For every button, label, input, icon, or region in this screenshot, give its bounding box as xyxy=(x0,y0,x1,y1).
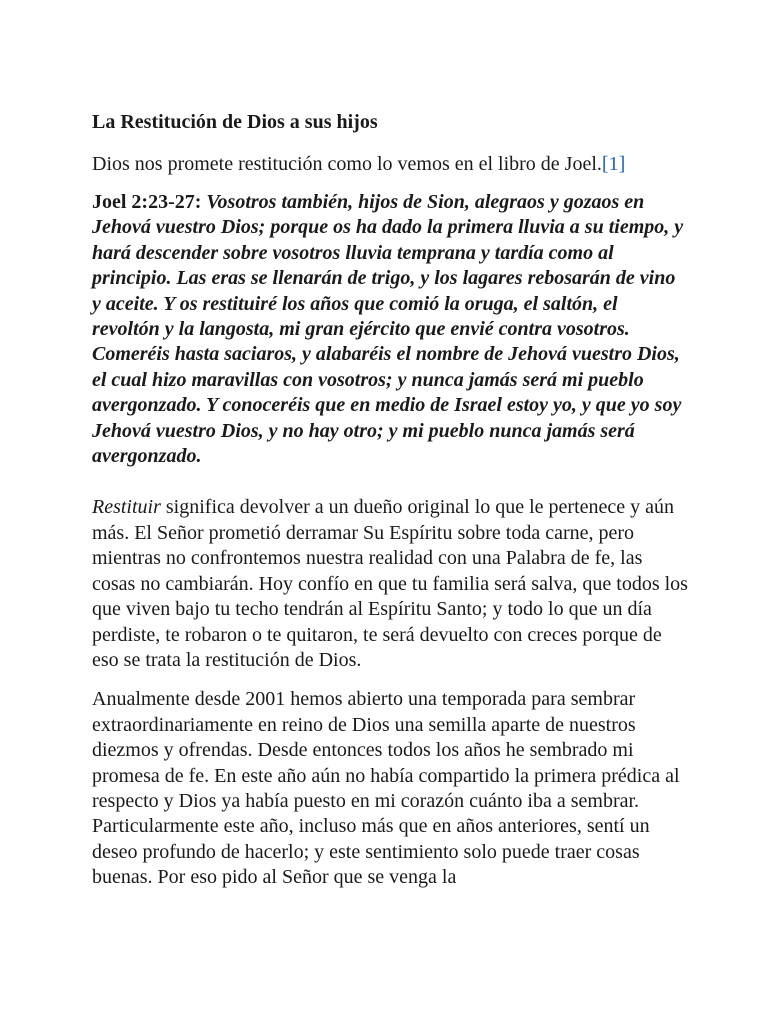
footnote-link[interactable]: [1] xyxy=(601,153,626,175)
document-page xyxy=(92,108,688,905)
body-paragraph-2: Anualmente desde 2001 hemos abierto una temporada para sembrar extraordinariamente en reino de Dios una semilla aparte de nuestros diezmos y ofrendas. Desde entonces todos los años he sembrado mi promesa de fe. En este año aún no había compartido la primera prédica al respecto y Dios ya había puesto en mi corazón cuánto iba a sembrar. Particularmente este año, incluso más que en años anteriores, sentí un deseo profundo de hacerlo; y este sentimiento solo puede traer cosas buenas. Por eso pido al Señor que se venga la xyxy=(92,688,680,889)
intro-paragraph xyxy=(92,150,688,178)
bible-verse xyxy=(92,190,688,469)
intro-text: Dios nos promete restitución como lo vemos en el libro de Joel. xyxy=(92,153,602,175)
verse-text: Vosotros también, hijos de Sion, alegraos y gozaos en Jehová vuestro Dios; porque os ha dado la primera lluvia a su tiempo, y hará descender sobre vosotros lluvia temprana y tardía como al principio. Las eras se llenarán de trigo, y los lagares rebosarán de vino y aceite. Y os restituiré los años que comió la oruga, el saltón, el revoltón y la langosta, mi gran ejército que envié contra vosotros. Comeréis hasta saciaros, y alabaréis el nombre de Jehová vuestro Dios, el cual hizo maravillas con vosotros; y nunca jamás será mi pueblo avergonzado. Y conoceréis que en medio de Israel estoy yo, y que yo soy Jehová vuestro Dios, y no hay otro; y mi pueblo nunca jamás será avergonzado. xyxy=(92,191,684,468)
emphasized-word: Restituir xyxy=(92,496,161,519)
document-title: La Restitución de Dios a sus hijos xyxy=(92,111,378,133)
body-paragraph-1 xyxy=(92,495,688,673)
verse-reference: Joel 2:23-27: xyxy=(92,191,207,213)
paragraph-1-text: significa devolver a un dueño original lo que le pertenece y aún más. El Señor prometió derramar Su Espíritu sobre toda carne, pero mientras no confrontemos nuestra realidad con una Palabra de fe, las cosas no cambiarán. Hoy confío en que tu familia será salva, que todos los que viven bajo tu techo tendrán al Espíritu Santo; y todo lo que un día perdiste, te robaron o te quitaron, te será devuelto con creces porque de eso se trata la restitución de Dios. xyxy=(92,496,688,671)
